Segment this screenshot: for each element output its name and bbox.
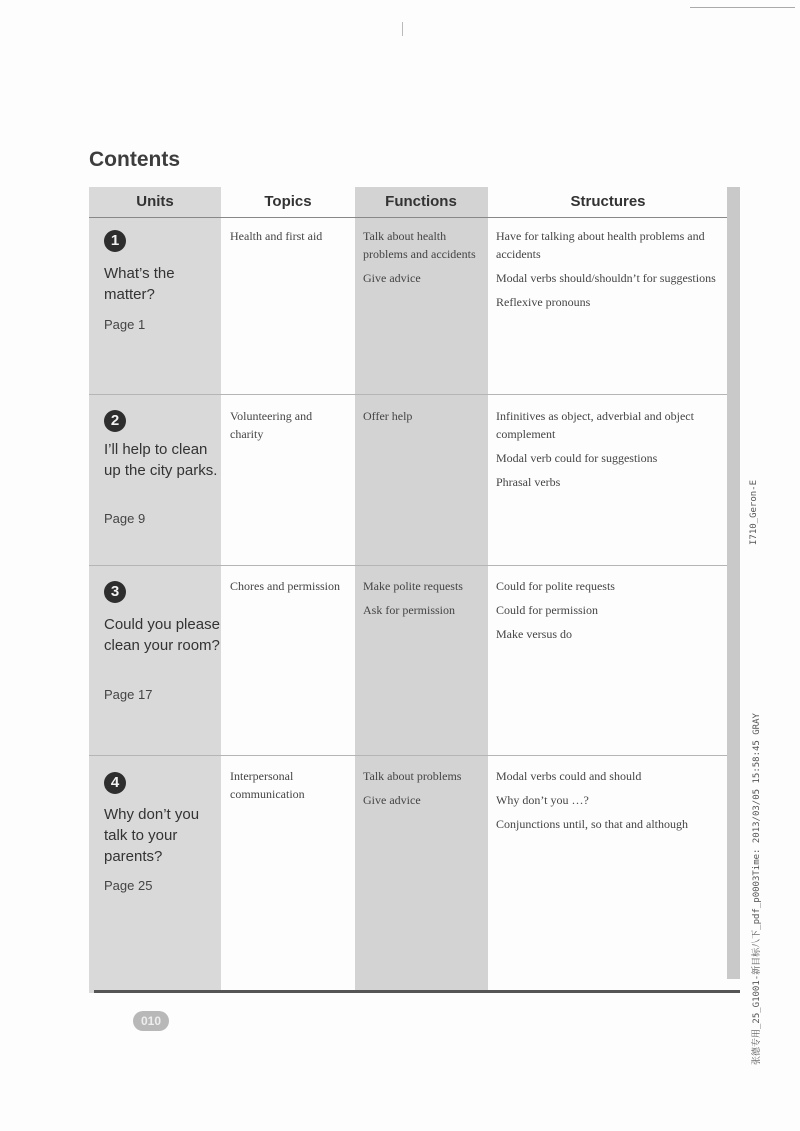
- structure-item: Modal verb could for suggestions: [496, 451, 658, 465]
- structure-item: Phrasal verbs: [496, 475, 561, 489]
- header-structures: Structures: [570, 193, 646, 210]
- function-item: Ask for permission: [363, 603, 455, 617]
- topic-text: Health and first aid: [230, 229, 323, 243]
- side-stamp-top: I710_Geron-E: [749, 479, 759, 545]
- row-divider: [89, 394, 727, 395]
- structure-item: Conjunctions until, so that and although: [496, 817, 688, 831]
- table-bottom-rule: [94, 990, 740, 993]
- unit-title: Could you please clean your room?: [104, 616, 220, 654]
- unit-number-badge: 1: [104, 230, 126, 252]
- topic-text: Interpersonal communication: [230, 769, 305, 801]
- page-title: Contents: [89, 148, 180, 171]
- row-divider: [89, 755, 727, 756]
- unit-page-link[interactable]: Page 9: [104, 511, 146, 526]
- header-units: Units: [136, 193, 174, 210]
- topic-text: Volunteering and charity: [230, 409, 313, 441]
- functions-cell: [363, 407, 483, 431]
- unit-number-badge: 3: [104, 581, 126, 603]
- structures-cell: [496, 767, 718, 839]
- topic-cell: [230, 407, 348, 449]
- unit-number-badge: 2: [104, 410, 126, 432]
- topic-text: Chores and permission: [230, 579, 340, 593]
- topic-cell: [230, 767, 348, 809]
- structure-item: Modal verbs should/shouldn’t for suggestions: [496, 271, 716, 285]
- function-item: Offer help: [363, 409, 413, 423]
- unit-title: What’s the matter?: [104, 265, 175, 303]
- topic-cell: [230, 227, 348, 251]
- unit-title: I’ll help to clean up the city parks.: [104, 441, 218, 479]
- functions-cell: [363, 577, 483, 625]
- page-number-badge: 010: [133, 1011, 169, 1031]
- unit-number-badge: 4: [104, 772, 126, 794]
- unit-page-link[interactable]: Page 25: [104, 878, 153, 893]
- table-edge-strip: [727, 187, 740, 979]
- structure-item: Why don’t you …?: [496, 793, 589, 807]
- scan-top-rule: [690, 7, 795, 8]
- structure-item: Make versus do: [496, 627, 572, 641]
- function-item: Make polite requests: [363, 579, 463, 593]
- functions-cell: [363, 767, 483, 815]
- functions-cell: [363, 227, 483, 293]
- function-item: Give advice: [363, 271, 421, 285]
- function-item: Talk about problems: [363, 769, 462, 783]
- scan-mark: [402, 22, 403, 36]
- topic-cell: [230, 577, 348, 601]
- structure-item: Infinitives as object, adverbial and object complement: [496, 409, 694, 441]
- structures-cell: [496, 227, 718, 317]
- row-divider: [89, 565, 727, 566]
- function-item: Talk about health problems and accidents: [363, 229, 476, 261]
- structure-item: Could for polite requests: [496, 579, 615, 593]
- unit-title: Why don’t you talk to your parents?: [104, 806, 200, 865]
- structure-item: Reflexive pronouns: [496, 295, 591, 309]
- unit-page-link[interactable]: Page 1: [104, 317, 146, 332]
- function-item: Give advice: [363, 793, 421, 807]
- structures-cell: [496, 407, 718, 497]
- unit-page-link[interactable]: Page 17: [104, 687, 153, 702]
- structure-item: Have for talking about health problems and accidents: [496, 229, 705, 261]
- header-topics: Topics: [264, 193, 312, 210]
- structure-item: Could for permission: [496, 603, 598, 617]
- header-functions: Functions: [385, 193, 457, 210]
- header-rule: [89, 217, 727, 218]
- side-stamp-bottom: 张德专用_25_G1001-新目标八下_pdf_p0003Time: 2013/03/05 15:58:45 GRAY: [752, 713, 762, 1065]
- structures-cell: [496, 577, 718, 649]
- contents-table: [89, 187, 740, 993]
- structure-item: Modal verbs could and should: [496, 769, 642, 783]
